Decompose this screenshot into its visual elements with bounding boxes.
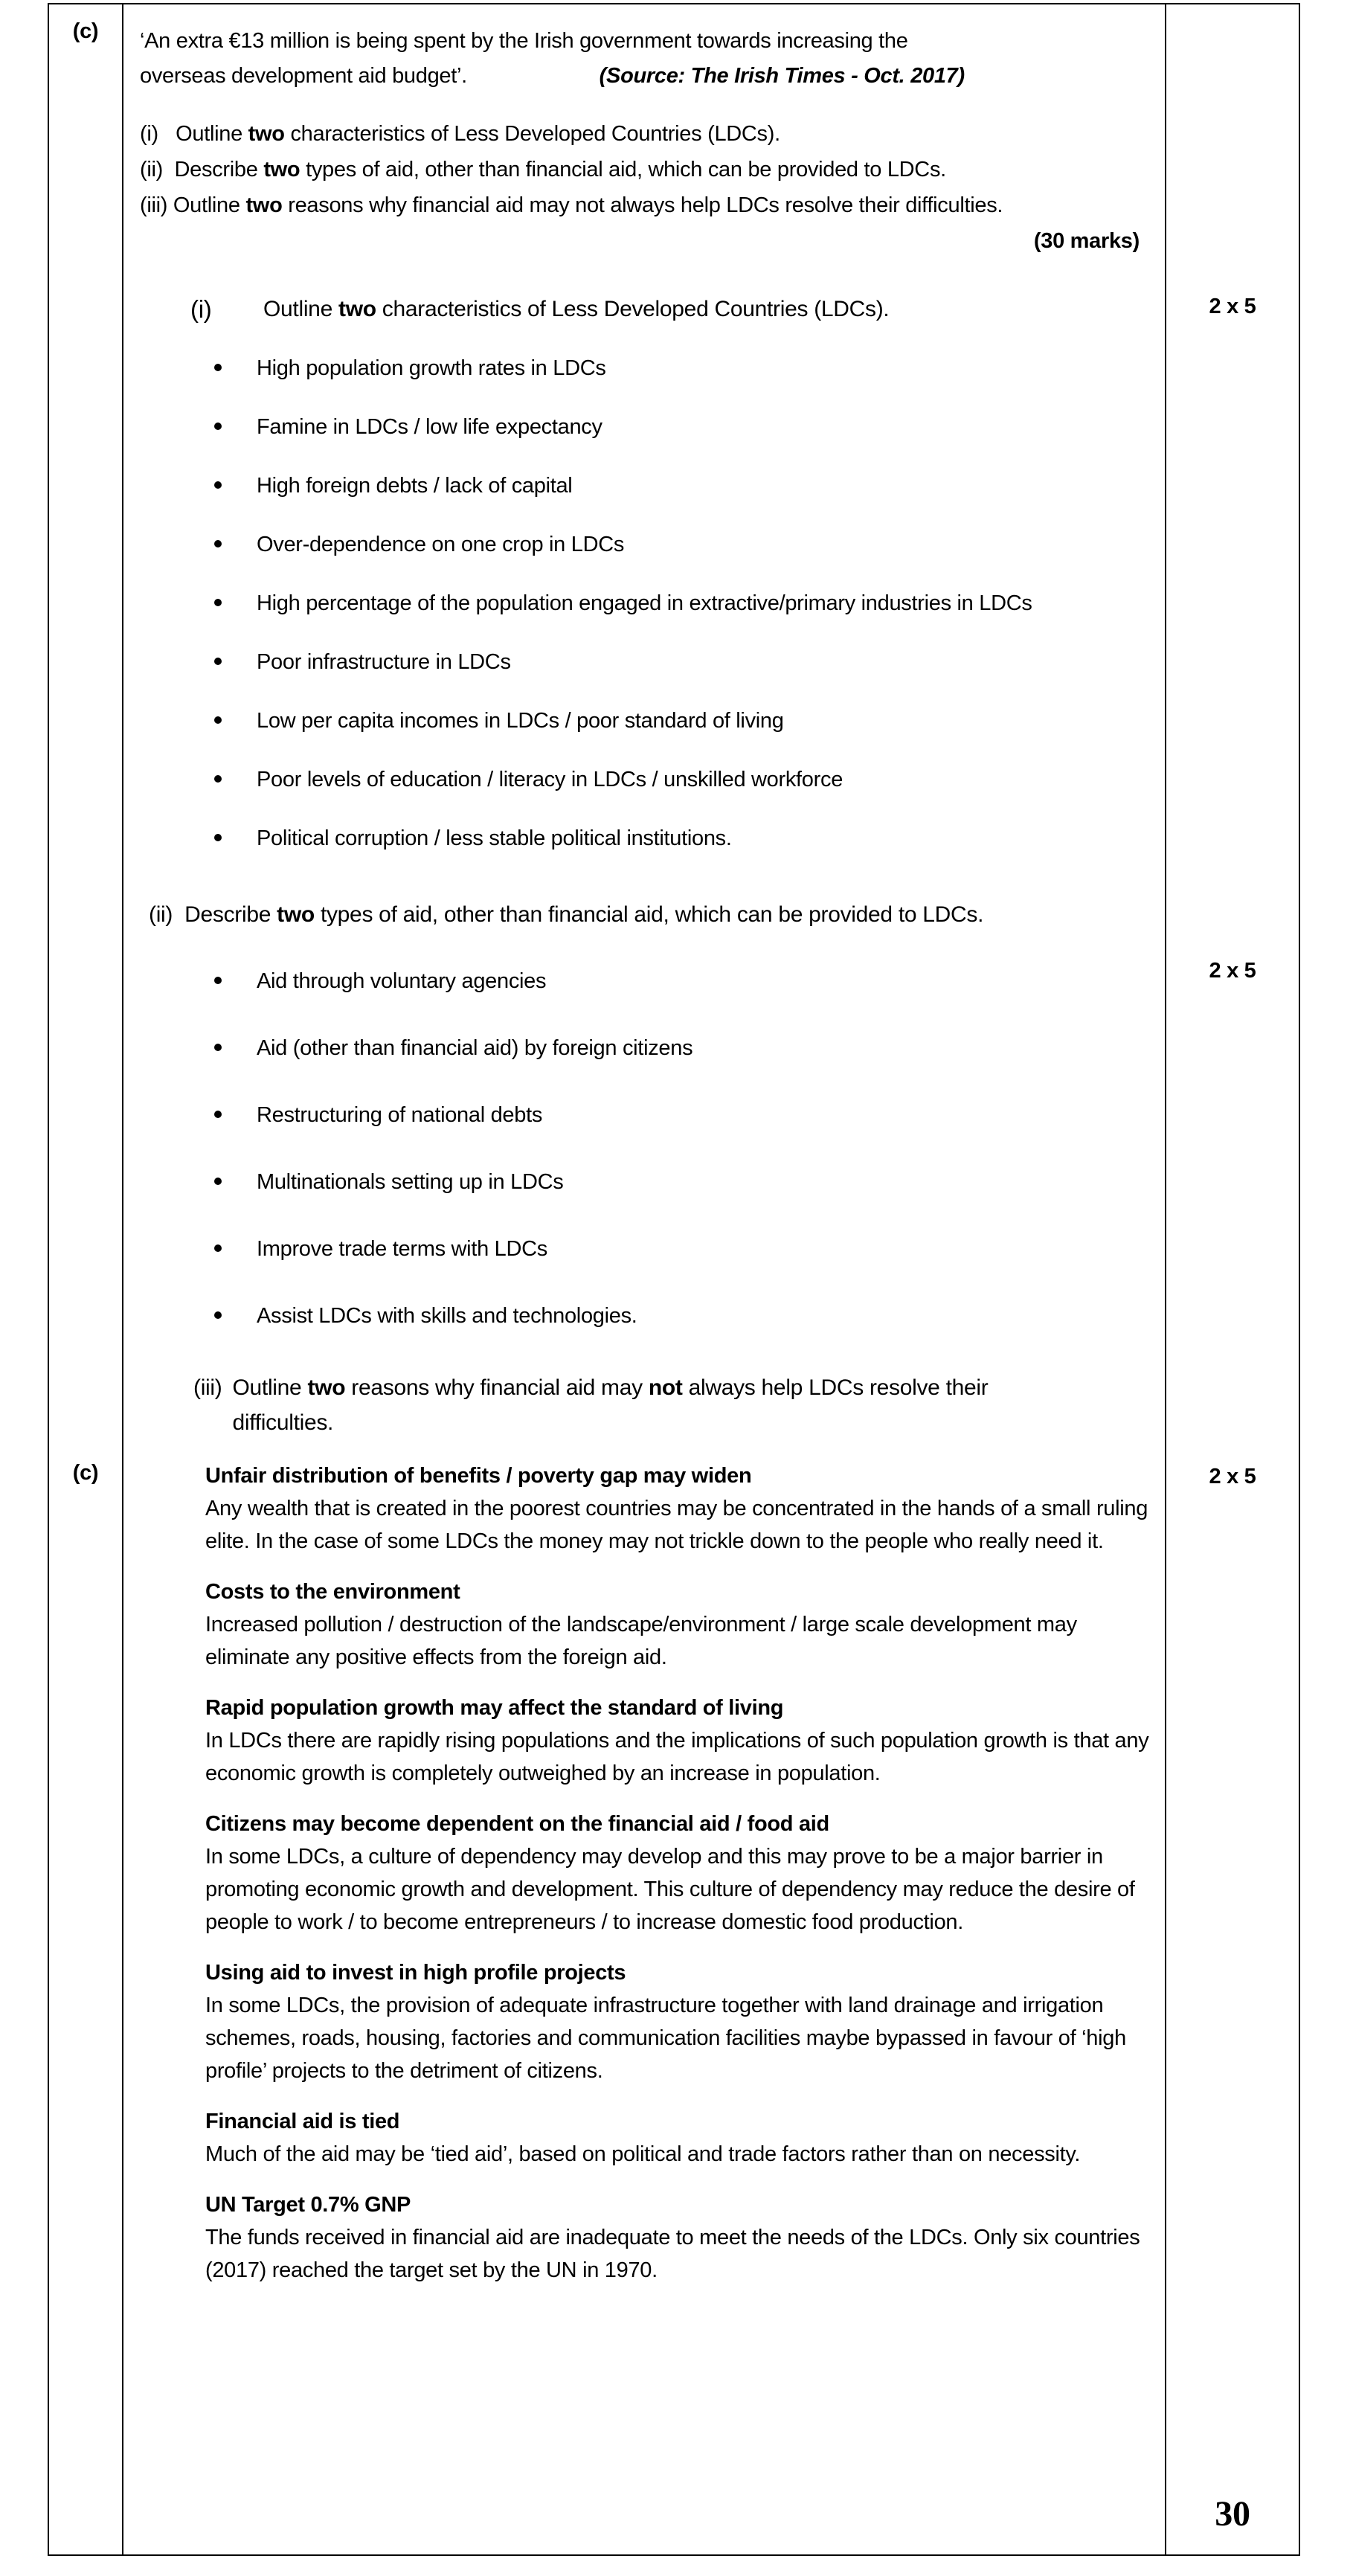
answer-heading: Financial aid is tied [205,2110,400,2133]
answer-heading: Costs to the environment [205,1580,460,1604]
bullet-item [214,762,1143,797]
answer-paragraph [205,1956,1151,2087]
bullet-icon [214,658,222,665]
marks-section-iii: 2 x 5 [1209,1465,1256,1488]
total-marks: (30 marks) [1033,229,1140,253]
bullet-text: High foreign debts / lack of capital [257,474,573,498]
marks-section-i: 2 x 5 [1209,295,1256,318]
bullet-text: High population growth rates in LDCs [257,356,606,380]
bullet-icon [214,775,222,783]
answer-paragraph [205,2105,1151,2171]
section-iii-title-line-1: Outline two reasons why financial aid may not always help LDCs resolve their [232,1375,989,1400]
question-item-ii: (ii) Describe two types of aid, other than financial aid, which can be provided to LDCs. [140,158,946,182]
answer-paragraph [205,1808,1151,1939]
bullet-icon [214,834,222,841]
section-ii-number: (ii) [149,902,173,927]
bullet-item [214,527,1143,562]
bullet-text: Assist LDCs with skills and technologies. [257,1304,637,1328]
section-iii-title [232,1370,1143,1440]
part-label-c: (c) [72,19,99,43]
answer-body: Increased pollution / destruction of the landscape/environment / large scale development may eliminate any positive effects from the foreign aid. [205,1613,1077,1669]
bullet-text: High percentage of the population engaged in extractive/primary industries in LDCs [257,591,1032,615]
question-quote [140,24,1143,94]
section-i-number: (i) [190,295,212,323]
bullet-item [214,351,1143,385]
bullet-item [214,1299,1143,1333]
bullet-icon [214,423,222,430]
answer-heading: Unfair distribution of benefits / poverty gap may widen [205,1464,752,1488]
bullet-text: Low per capita incomes in LDCs / poor standard of living [257,709,784,733]
section-iii-heading [140,1370,1143,1440]
bullet-icon [214,1311,222,1319]
bullet-text: Political corruption / less stable political institutions. [257,826,732,850]
bullet-text: Aid through voluntary agencies [257,969,547,993]
bullet-icon [214,540,222,547]
part-label-c-repeat: (c) [72,1461,99,1485]
section-iii-answers [205,1459,1151,2287]
quote-row-2 [140,59,1143,94]
bullet-icon [214,716,222,724]
answer-body: The funds received in financial aid are inadequate to meet the needs of the LDCs. Only six countries (2017) reached the target set by the UN in 1970. [205,2226,1140,2282]
answer-body: Much of the aid may be ‘tied aid’, based on political and trade factors rather than on necessity. [205,2142,1081,2166]
section-i-title: Outline two characteristics of Less Developed Countries (LDCs). [263,297,890,321]
bullet-item [214,1232,1143,1266]
answer-body: In some LDCs, a culture of dependency may develop and this may prove to be a major barrier in promoting economic growth and development. This culture of dependency may reduce the desire of people to work / to become entrepreneurs / to increase domestic food production. [205,1845,1135,1934]
section-iii-title-line-2: difficulties. [232,1410,334,1435]
answer-paragraph [205,1692,1151,1790]
answer-table [48,3,1300,2556]
bullet-text: Famine in LDCs / low life expectancy [257,415,602,439]
answer-paragraph [205,2188,1151,2287]
bullet-icon [214,977,222,984]
bullet-item [214,704,1143,738]
section-i-bullet-list [140,351,1143,855]
quote-line-1: ‘An extra €13 million is being spent by the Irish government towards increasing the [140,29,908,53]
table-divider-right [1165,4,1166,2554]
bullet-item [214,821,1143,855]
answer-heading: UN Target 0.7% GNP [205,2193,411,2217]
answer-heading: Using aid to invest in high profile projects [205,1961,626,1985]
answer-body: Any wealth that is created in the poorest countries may be concentrated in the hands of a small ruling elite. In the case of some LDCs the money may not trickle down to the people who really need it. [205,1497,1148,1553]
answer-heading: Rapid population growth may affect the standard of living [205,1696,784,1720]
bullet-item [214,410,1143,444]
bullet-item [214,1031,1143,1065]
bullet-item [214,1098,1143,1132]
bullet-icon [214,1044,222,1051]
question-item-iii: (iii) Outline two reasons why financial aid may not always help LDCs resolve their difficulties. [140,193,1003,217]
bullet-item [214,964,1143,998]
bullet-item [214,1165,1143,1199]
bullet-text: Poor levels of education / literacy in LDCs / unskilled workforce [257,768,843,791]
bullet-text: Over-dependence on one crop in LDCs [257,533,625,556]
bullet-icon [214,481,222,489]
quote-source: (Source: The Irish Times - Oct. 2017) [599,64,965,88]
bullet-icon [214,1111,222,1118]
quote-line-2: overseas development aid budget’. [140,64,467,88]
page-number: 30 [1215,2494,1250,2534]
bullet-icon [214,1178,222,1185]
bullet-icon [214,364,222,371]
section-i-heading [140,292,1143,327]
bullet-icon [214,599,222,606]
section-ii-heading [140,897,1143,933]
bullet-text: Improve trade terms with LDCs [257,1237,547,1261]
answer-body: In LDCs there are rapidly rising populations and the implications of such population growth is that any economic growth is completely outweighed by an increase in population. [205,1729,1149,1785]
answer-paragraph [205,1459,1151,1558]
content-column [123,4,1165,2304]
question-item-i: (i) Outline two characteristics of Less Developed Countries (LDCs). [140,122,780,146]
bullet-item [214,469,1143,503]
question-list [140,116,1143,223]
bullet-text: Aid (other than financial aid) by foreign citizens [257,1036,693,1060]
bullet-text: Restructuring of national debts [257,1103,543,1127]
answer-heading: Citizens may become dependent on the financial aid / food aid [205,1812,829,1836]
bullet-item [214,645,1143,679]
section-ii-title: Describe two types of aid, other than financial aid, which can be provided to LDCs. [184,902,984,927]
bullet-icon [214,1244,222,1252]
bullet-text: Poor infrastructure in LDCs [257,650,511,674]
section-iii-number: (iii) [193,1375,222,1400]
bullet-text: Multinationals setting up in LDCs [257,1170,564,1194]
section-ii-bullet-list [140,964,1143,1333]
bullet-item [214,586,1143,620]
answer-paragraph [205,1576,1151,1674]
marks-section-ii: 2 x 5 [1209,959,1256,983]
answer-body: In some LDCs, the provision of adequate infrastructure together with land drainage and irrigation schemes, roads, housing, factories and communication facilities maybe bypassed in favour of ‘high profile’ projects to the detriment of citizens. [205,1994,1126,2083]
